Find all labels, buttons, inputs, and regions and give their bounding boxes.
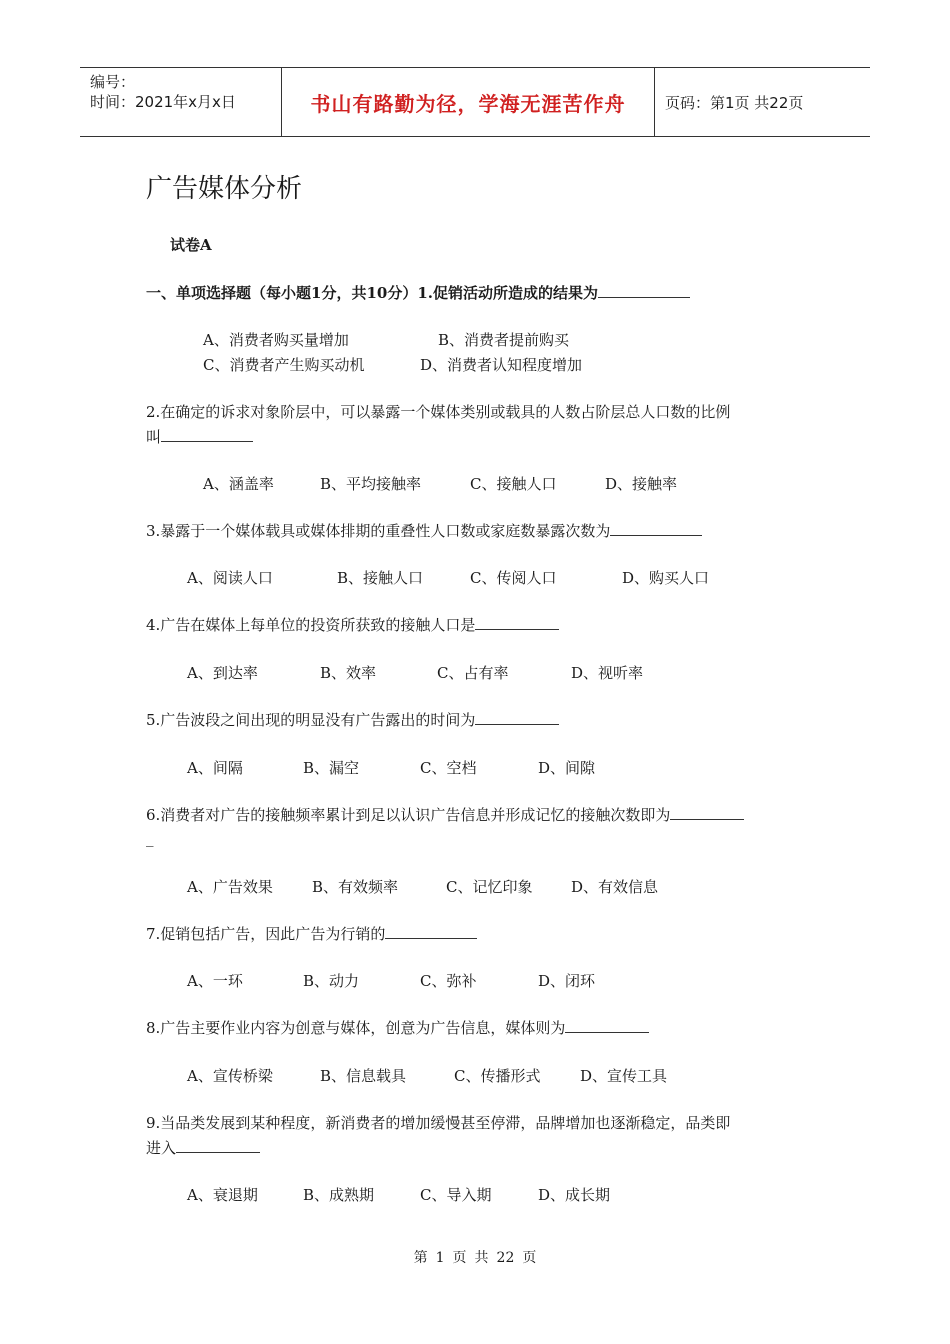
q1-option-b: B、消费者提前购买 (438, 331, 570, 349)
q9-line2-text: 进入 (146, 1139, 177, 1157)
q3-option-b: B、接触人口 (337, 569, 424, 587)
q4-option-c: C、占有率 (437, 664, 509, 682)
q5-option-a: A、间隔 (187, 759, 243, 777)
q2-line2-text: 叫 (146, 428, 162, 446)
header-meta (80, 68, 282, 136)
q6-text-content: 6.消费者对广告的接触频率累计到足以认识广告信息并形成记忆的接触次数即为 (146, 806, 671, 824)
q8-option-a: A、宣传桥梁 (187, 1067, 273, 1085)
q2-text-line1: 2.在确定的诉求对象阶层中，可以暴露一个媒体类别或载具的人数占阶层总人口数的比例 (146, 403, 731, 421)
q2-option-c: C、接触人口 (470, 475, 557, 493)
q4-option-a: A、到达率 (187, 664, 258, 682)
q8-option-d: D、宣传工具 (580, 1067, 668, 1085)
q7-option-d: D、闭环 (538, 972, 596, 990)
q3-option-d: D、购买人口 (622, 569, 710, 587)
q8-option-b: B、信息载具 (320, 1067, 407, 1085)
q1-option-c: C、消费者产生购买动机 (203, 356, 365, 374)
q9-option-b: B、成熟期 (303, 1186, 375, 1204)
q7-option-a: A、一环 (187, 972, 243, 990)
q6-option-a: A、广告效果 (187, 878, 273, 896)
q4-option-b: B、效率 (320, 664, 377, 682)
q4-text-content: 4.广告在媒体上每单位的投资所获致的接触人口是 (146, 616, 476, 634)
q6-option-c: C、记忆印象 (446, 878, 533, 896)
q1-option-d: D、消费者认知程度增加 (420, 356, 583, 374)
q7-text-content: 7.促销包括广告，因此广告为行销的 (146, 925, 386, 943)
paper-label: 试卷A (170, 236, 212, 254)
footer-di: 第 (413, 1250, 428, 1266)
answer-blank (565, 1018, 649, 1033)
section-heading (146, 282, 690, 303)
q9-option-c: C、导入期 (420, 1186, 492, 1204)
header-motto-cell (282, 68, 655, 136)
answer-blank (176, 1138, 260, 1153)
q9-text-line1: 9.当品类发展到某种程度，新消费者的增加缓慢甚至停滞，品牌增加也逐渐稳定，品类即 (146, 1114, 731, 1132)
answer-blank (161, 427, 253, 442)
q2-option-b: B、平均接触率 (320, 475, 422, 493)
q9-option-a: A、衰退期 (187, 1186, 258, 1204)
header-page-info: 页码：第1页 共22页 (665, 93, 804, 112)
document-header (80, 67, 870, 137)
answer-blank (610, 521, 702, 536)
q7-option-b: B、动力 (303, 972, 360, 990)
q7-text (146, 923, 477, 944)
q6-text (146, 804, 744, 825)
q3-text-content: 3.暴露于一个媒体载具或媒体排期的重叠性人口数或家庭数暴露次数为 (146, 522, 611, 540)
q8-text-content: 8.广告主要作业内容为创意与媒体，创意为广告信息，媒体则为 (146, 1019, 566, 1037)
document-title: 广告媒体分析 (146, 174, 303, 204)
q7-option-c: C、弥补 (420, 972, 477, 990)
answer-blank (475, 615, 559, 630)
page-footer (0, 1247, 950, 1267)
answer-blank (598, 283, 690, 298)
q5-option-b: B、漏空 (303, 759, 360, 777)
q6-option-b: B、有效频率 (312, 878, 399, 896)
q2-option-d: D、接触率 (605, 475, 678, 493)
footer-gong: 共 (474, 1250, 489, 1266)
footer-page-number: 1 (435, 1250, 445, 1266)
q6-option-d: D、有效信息 (571, 878, 659, 896)
footer-ye-2: 页 (522, 1250, 537, 1266)
q5-text (146, 709, 559, 730)
q4-option-d: D、视听率 (571, 664, 644, 682)
answer-blank (475, 710, 559, 725)
q5-option-d: D、间隙 (538, 759, 596, 777)
answer-blank (670, 805, 744, 820)
q3-option-a: A、阅读人口 (187, 569, 273, 587)
section-heading-text: 一、单项选择题（每小题1分，共10分）1.促销活动所造成的结果为 (146, 284, 598, 302)
q4-text (146, 614, 559, 635)
q5-text-content: 5.广告波段之间出现的明显没有广告露出的时间为 (146, 711, 476, 729)
q8-option-c: C、传播形式 (454, 1067, 541, 1085)
serial-label: 编号： (90, 73, 136, 91)
q6-text-line2: _ (146, 829, 154, 847)
q9-text-line2 (146, 1137, 260, 1158)
q3-text (146, 520, 702, 541)
q5-option-c: C、空档 (420, 759, 477, 777)
q3-option-c: C、传阅人口 (470, 569, 557, 587)
q2-option-a: A、涵盖率 (203, 475, 274, 493)
footer-ye: 页 (452, 1250, 467, 1266)
date-line: 时间：2021年x月x日 (90, 93, 236, 111)
q1-option-a: A、消费者购买量增加 (203, 331, 349, 349)
q9-option-d: D、成长期 (538, 1186, 611, 1204)
q8-text (146, 1017, 649, 1038)
q2-text-line2 (146, 426, 253, 447)
answer-blank (385, 924, 477, 939)
footer-total-pages: 22 (496, 1250, 515, 1266)
header-motto: 书山有路勤为径，学海无涯苦作舟 (310, 91, 626, 116)
